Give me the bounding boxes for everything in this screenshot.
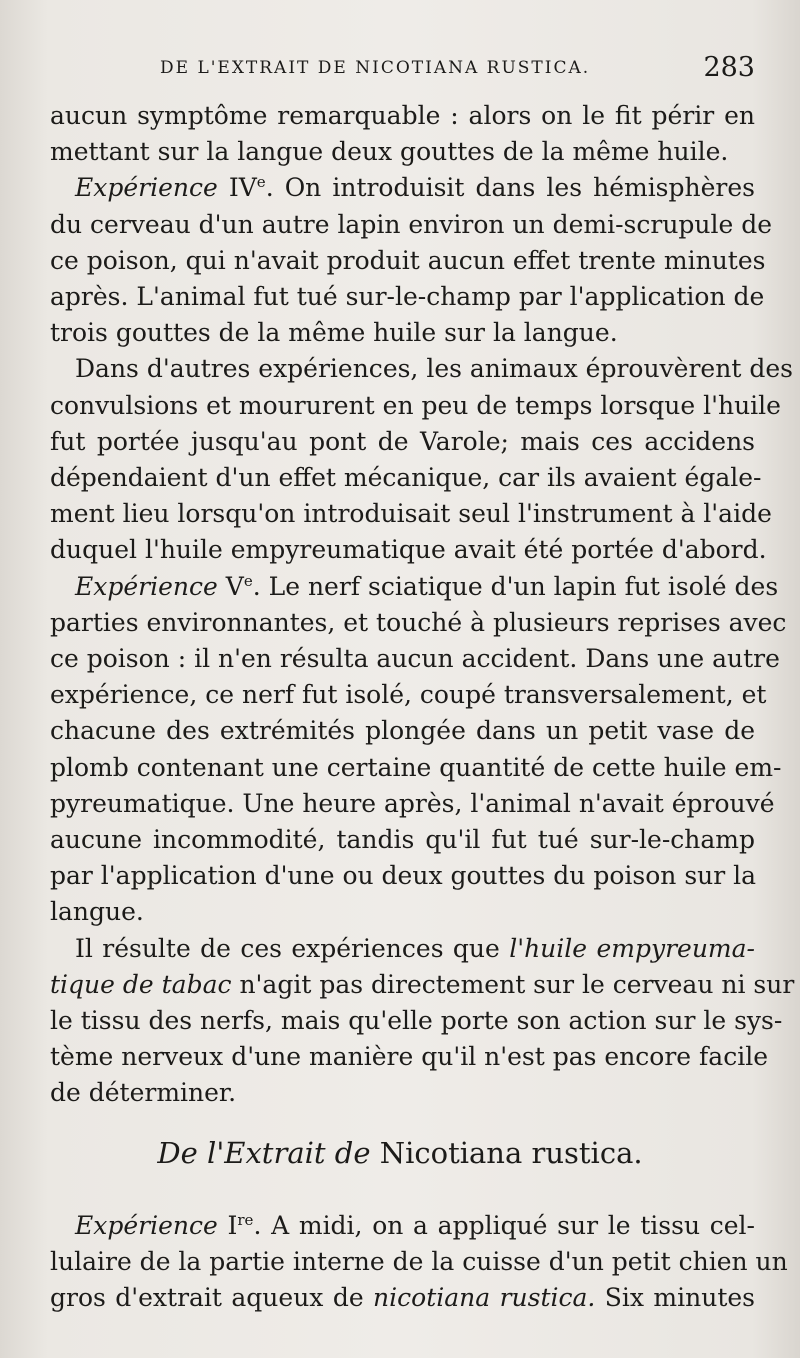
- text-line: trois gouttes de la même huile sur la langue.: [50, 318, 618, 348]
- body-text: [50, 98, 795, 1112]
- section-title-italic: De l'Extrait de: [157, 1136, 371, 1170]
- text-line: plomb contenant une certaine quantité de cette huile em-: [50, 752, 782, 782]
- text-line: pyreumatique. Une heure après, l'animal n'avait éprouvé: [50, 788, 775, 818]
- text-line: [50, 1280, 755, 1316]
- ordinal-suffix: re: [237, 1211, 254, 1229]
- text-line: convulsions et moururent en peu de temps lorsque l'huile: [50, 390, 781, 420]
- text-line: du cerveau d'un autre lapin environ un demi-scrupule de: [50, 209, 773, 239]
- section-title: [0, 1136, 800, 1170]
- page-header: [50, 52, 755, 92]
- text-line: par l'application d'une ou deux gouttes du poison sur la: [50, 861, 757, 891]
- text-line: aucun symptôme remarquable : alors on le fit périr en: [50, 101, 755, 130]
- text-fragment: Dans d'autres expériences, les animaux éprouvèrent des: [75, 354, 793, 384]
- italic-term: tique de tabac: [50, 969, 232, 999]
- text-line: tème nerveux d'une manière qu'il n'est pas encore facile: [50, 1042, 768, 1072]
- text-fragment: Six minutes: [595, 1283, 755, 1313]
- ordinal-suffix: e: [256, 173, 266, 192]
- ordinal-suffix: e: [243, 571, 253, 590]
- text-line: [50, 569, 779, 605]
- text-line: chacune des extrémités plongée dans un petit vase de: [50, 716, 755, 746]
- section-title-roman: Nicotiana rustica.: [379, 1136, 643, 1170]
- italic-term: l'huile empyreuma-: [509, 933, 755, 963]
- text-line: mettant sur la langue deux gouttes de la même huile.: [50, 137, 729, 167]
- page-number: 283: [703, 52, 755, 83]
- text-fragment: n'agit pas directement sur le cerveau ni sur: [231, 969, 795, 999]
- body-text-section: [50, 1208, 788, 1317]
- text-line: expérience, ce nerf fut isolé, coupé transversalement, et: [50, 680, 767, 710]
- experience-number: IV: [228, 173, 257, 203]
- text-line: dépendaient d'un effet mécanique, car ils avaient égale-: [50, 463, 762, 493]
- paragraph-other-experiences: [50, 351, 793, 568]
- text-line: ce poison : il n'en résulta aucun accident. Dans une autre: [50, 644, 780, 674]
- text-line: après. L'animal fut tué sur-le-champ par l'application de: [50, 282, 765, 312]
- text-fragment: gros d'extrait aqueux de: [50, 1283, 374, 1313]
- text-fragment: Il résulte de ces expériences que: [75, 933, 510, 963]
- text-line: de déterminer.: [50, 1078, 237, 1108]
- text-line: [50, 170, 755, 206]
- text-fragment: . On introduisit dans les hémisphères: [265, 173, 755, 203]
- experience-label: Expérience: [75, 173, 218, 203]
- text-line: langue.: [50, 897, 144, 927]
- experience-label: Expérience: [75, 571, 218, 601]
- text-line: ce poison, qui n'avait produit aucun effet trente minutes: [50, 245, 766, 275]
- text-line: duquel l'huile empyreumatique avait été portée d'abord.: [50, 535, 767, 565]
- paragraph-continued: [50, 98, 755, 170]
- experience-number: I: [227, 1211, 238, 1240]
- italic-term: nicotiana rustica.: [373, 1283, 596, 1313]
- running-head: DE L'EXTRAIT DE NICOTIANA RUSTICA.: [160, 58, 591, 78]
- text-line: [50, 931, 755, 967]
- text-line: [50, 967, 795, 1003]
- text-line: fut portée jusqu'au pont de Varole; mais ces accidens: [50, 426, 755, 456]
- text-line: aucune incommodité, tandis qu'il fut tué sur-le-champ: [50, 825, 755, 855]
- text-fragment: . Le nerf sciatique d'un lapin fut isolé des: [252, 571, 779, 601]
- text-fragment: . A midi, on a appliqué sur le tissu cel-: [253, 1211, 755, 1240]
- experience-number: V: [225, 571, 244, 601]
- experience-label: Expérience: [75, 1211, 218, 1240]
- text-line: parties environnantes, et touché à plusieurs reprises avec: [50, 607, 787, 637]
- text-line: lulaire de la partie interne de la cuisse d'un petit chien un: [50, 1247, 788, 1277]
- paragraph-experience-4: [50, 170, 773, 351]
- text-line: [50, 351, 793, 387]
- paragraph-experience-5: [50, 569, 787, 931]
- text-line: le tissu des nerfs, mais qu'elle porte son action sur le sys-: [50, 1006, 783, 1036]
- paragraph-conclusion: [50, 931, 795, 1112]
- text-line: [50, 1208, 755, 1244]
- text-line: ment lieu lorsqu'on introduisait seul l'instrument à l'aide: [50, 499, 772, 529]
